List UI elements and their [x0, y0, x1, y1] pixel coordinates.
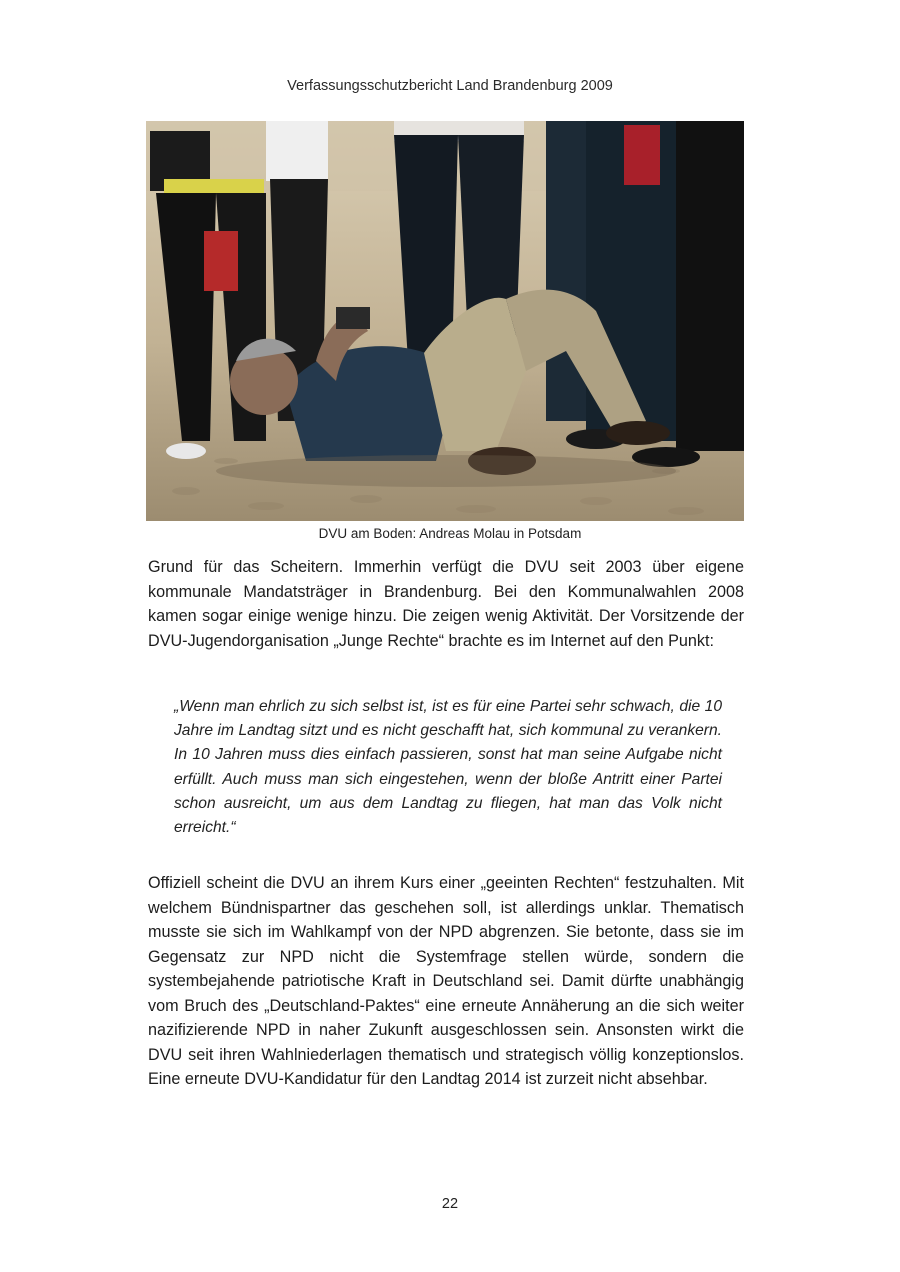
running-header: Verfassungsschutzbericht Land Brandenburg 2009: [287, 78, 613, 94]
block-quote: „Wenn man ehrlich zu sich selbst ist, ist es für eine Partei sehr schwach, die 10 Jahre im Landtag sitzt und es nicht geschafft hat, sich kommunal zu verankern. In 10 Jahren muss dies einfach passieren, sonst hat man seine Aufgabe nicht erfüllt. Auch muss man sich eingestehen, wenn der bloße Antritt einer Partei schon ausreicht, um aus dem Landtag zu fliegen, hat man das Volk nicht erreicht.“: [174, 698, 722, 837]
body-paragraph-1: Grund für das Scheitern. Immerhin verfügt die DVU seit 2003 über eigene kommunale Mandatsträger in Brandenburg. Bei den Kommunalwahlen 2008 kamen sogar einige wenige hinzu. Die zeigen wenig Aktivität. Der Vorsitzende der DVU-Jugendorganisation „Junge Rechte“ brachte es im Internet auf den Punkt:: [148, 558, 744, 650]
body-paragraph-2: Offiziell scheint die DVU an ihrem Kurs einer „geeinten Rechten“ festzuhalten. Mit welchem Bündnispartner das geschehen soll, ist allerdings unklar. Thematisch musste sie sich im Wahlkampf von der NPD abgrenzen. Sie betonte, dass sie im Gegensatz zur NPD nicht die Systemfrage stellen würde, sondern die systembejahende patriotische Kraft in Deutschland sei. Damit dürfte unabhängig vom Bruch des „Deutschland-Paktes“ eine erneute Annäherung an die sich weiter nazifizierende NPD in naher Zukunft ausgeschlossen sein. Ansonsten wirkt die DVU seit ihren Wahlniederlagen thematisch und strategisch völlig konzeptionslos. Eine erneute DVU-Kandidatur für den Landtag 2014 ist zurzeit nicht absehbar.: [148, 874, 744, 1088]
photo-caption: DVU am Boden: Andreas Molau in Potsdam: [318, 526, 582, 541]
photo-man-lying-on-ground: [146, 121, 744, 521]
page-number: 22: [441, 1196, 459, 1212]
